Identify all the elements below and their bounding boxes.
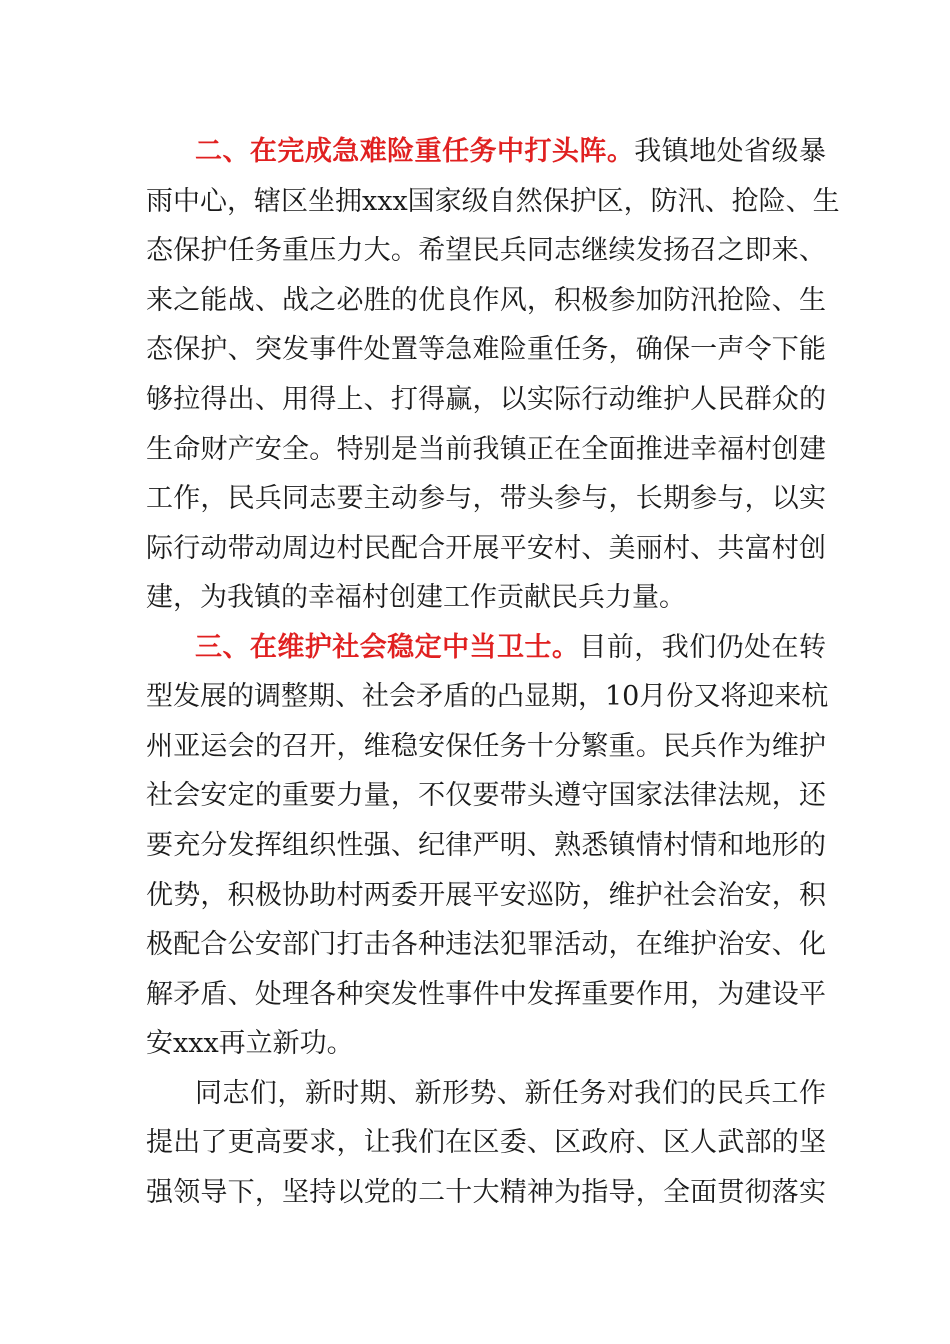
section2-line-4: 态保护、突发事件处置等急难险重任务，确保一声令下能 xyxy=(146,334,826,365)
section3-line-6: 极配合公安部门打击各种违法犯罪活动，在维护治安、化 xyxy=(146,929,826,960)
section3-line-8: 安xxx再立新功。 xyxy=(146,1028,354,1059)
section2-first-line xyxy=(195,134,826,170)
section3-line-0: 目前，我们仍处在转 xyxy=(579,632,827,663)
section2-line-8: 际行动带动周边村民配合开展平安村、美丽村、共富村创 xyxy=(146,533,826,564)
section2-line-5: 够拉得出、用得上、打得赢，以实际行动维护人民群众的 xyxy=(146,384,826,415)
section3-line-1: 型发展的调整期、社会矛盾的凸显期，10月份又将迎来杭 xyxy=(146,681,829,712)
closing-line-0: 同志们，新时期、新形势、新任务对我们的民兵工作 xyxy=(195,1078,826,1109)
section2-line-2: 态保护任务重压力大。希望民兵同志继续发扬召之即来、 xyxy=(146,235,826,266)
section2-line-6: 生命财产安全。特别是当前我镇正在全面推进幸福村创建 xyxy=(146,434,826,465)
section3-heading: 三、在维护社会稳定中当卫士。 xyxy=(195,632,580,663)
closing-line-1: 提出了更高要求，让我们在区委、区政府、区人武部的坚 xyxy=(146,1127,826,1158)
section3-line-7: 解矛盾、处理各种突发性事件中发挥重要作用，为建设平 xyxy=(146,979,826,1010)
section2-line-9: 建，为我镇的幸福村创建工作贡献民兵力量。 xyxy=(146,582,686,613)
section3-line-4: 要充分发挥组织性强、纪律严明、熟悉镇情村情和地形的 xyxy=(146,830,826,861)
closing-line-2: 强领导下，坚持以党的二十大精神为指导，全面贯彻落实 xyxy=(146,1177,826,1208)
section3-first-line xyxy=(195,630,826,666)
section2-heading: 二、在完成急难险重任务中打头阵。 xyxy=(195,136,635,167)
section2-line-1: 雨中心，辖区坐拥xxx国家级自然保护区，防汛、抢险、生 xyxy=(146,186,840,217)
section2-line-3: 来之能战、战之必胜的优良作风，积极参加防汛抢险、生 xyxy=(146,285,826,316)
section3-line-2: 州亚运会的召开，维稳安保任务十分繁重。民兵作为维护 xyxy=(146,731,826,762)
section3-line-3: 社会安定的重要力量，不仅要带头遵守国家法律法规，还 xyxy=(146,780,826,811)
section3-line-5: 优势，积极协助村两委开展平安巡防，维护社会治安，积 xyxy=(146,880,826,911)
section2-line-0: 我镇地处省级暴 xyxy=(634,136,827,167)
section2-line-7: 工作，民兵同志要主动参与，带头参与，长期参与，以实 xyxy=(146,483,826,514)
